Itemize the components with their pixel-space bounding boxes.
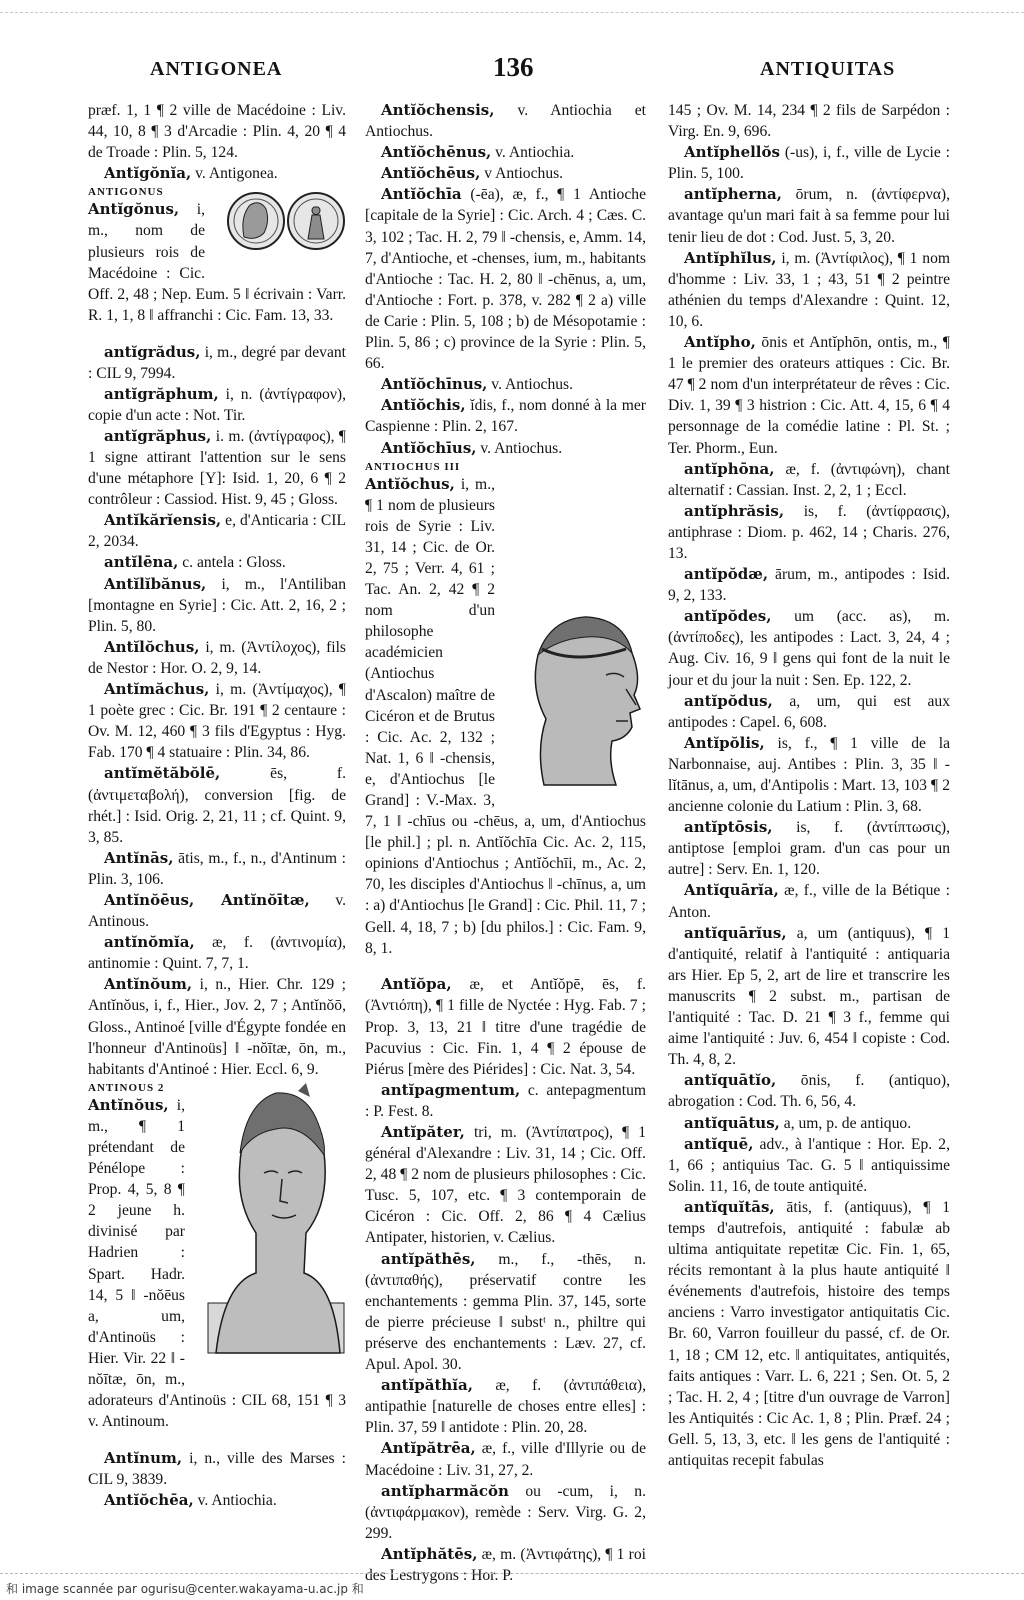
dict-entry: Antĭŏchēus, v Antiochus. bbox=[381, 164, 564, 183]
column-1: præf. 1, 1 ¶ 2 ville de Macédoine : Liv. 44, 10, 8 ¶ 3 d'Arcadie : Plin. 4, 20 ¶ 4 de Troade : Plin. 5, 124. Antĭgŏnĭa, v. Antigonea. ANTIGONUS Antĭgŏnus, i, m., nom de plusieurs rois de Macédoine : Cic. Off. 2, 48 ; Nep. Eum. 5 ‖ écrivain : Varr. R. 1, 1, 8 ‖ affranchi : Cic. Fam. 13, 33. antĭgrădus, i, m., degré par devant : CIL 9, 7994. antĭgrăphum, i, n. (ἀντίγραφον), copie d'un acte : Not. Tir. antĭgrăphus, i. m. (ἀντίγραφος), ¶ 1 signe attirant l'attention sur le sens d'une métaphore [Y]: Isid. 1, 20, 6 ¶ 2 contrôleur : Cassiod. Hist. 9, 45 ; Gloss. Antĭkărĭensis, e, d'Anticaria : CIL 2, 2034. antĭlēna, c. antela : Gloss. Antĭlĭbănus, i, m., l'Antiliban [montagne en Syrie] : Cic. Att. 2, 16, 2 ; Plin. 5, 80. Antĭlŏchus, i, m. (Ἀντίλοχος), fils de Nestor : Hor. O. 2, 9, 14. Antĭmăchus, i, m. (Ἀντίμαχος), ¶ 1 poète grec : Cic. Br. 191 ¶ 2 centaure : Ov. M. 12, 460 ¶ 3 fils d'Egyptus : Hyg. Fab. 170 ¶ 4 statuaire : Plin. 34, 86. antĭmĕtăbŏlē, ēs, f. (ἀντιμεταβολή), conversion [fig. de rhét.] : Isid. Orig. 2, 21, 11 ; cf. Quint. 9, 3, 85. Antĭnās, ātis, m., f., n., d'Antinum : Plin. 3, 106. Antĭnŏēus, Antĭnŏītæ, v. Antinous. antĭnŏmĭa, æ, f. (ἀντινομία), antinomie : Quint. 7, 7, 1. Antĭnŏum, i, n., Hier. Chr. 129 ; Antĭnŏus, i, f., Hier., Jov. 2, 7 ; Antĭnŏō, Gloss., Antinoé [ville d'Égypte fondée en l'honneur d'Antinoüs] ‖ -nŏītæ, ōn, m., habitants d'Antinoé : Hier. Eccl. 6, 9. ANTINOUS 2 Antĭnŏus, i, m., ¶ 1 prétendant de Pénélope : Prop. 4, 5, 8 ¶ 2 jeune h. divinisé par Hadrien : Spart. Hadr. 14, 5 ‖ -nŏēus a, um, d'Antinoüs : Hier. Vir. 22 ‖ -nŏītæ, ōn, m., adorateurs d'Antinoüs : CIL 68, 151 ¶ 3 v. Antinoum. Antĭnum, i, n., ville des Marses : CIL 9, 3839. Antĭŏchēa, v. Antiochia. bbox=[88, 100, 346, 1511]
figure-antinous bbox=[190, 1083, 346, 1374]
dict-entry: Antĭphĭlus, i, m. (Ἀντίφιλος), ¶ 1 nom d'homme : Liv. 33, 1 ; 43, 51 ¶ 2 peintre athénien du temps d'Alexandre : Quint. 12, 10, 6. bbox=[668, 248, 950, 330]
dict-entry: Antĭkărĭensis, e, d'Anticaria : CIL 2, 2034. bbox=[88, 511, 346, 551]
dict-entry: antĭlēna, c. antela : Gloss. bbox=[104, 553, 286, 572]
top-scan-rule bbox=[0, 12, 1024, 13]
dict-entry: antĭmĕtăbŏlē, ēs, f. (ἀντιμεταβολή), conversion [fig. de rhét.] : Isid. Orig. 2, 21, 11 ; cf. Quint. 9, 3, 85. bbox=[88, 764, 346, 846]
column-3 bbox=[668, 100, 950, 1471]
dict-entry: antĭquĭtās, ātis, f. (antiquus), ¶ 1 temps d'autrefois, antiquité : fabulæ ab ultima antiquitate repetitæ Cic. Fin. 1, 65, récits remontant à la plus haute antiquité ‖ événements d'autrefois, histoire des temps anciens : Varro investigator antiquitatis Cic. Br. 60, Varron fouilleur du passé, cf. de Or. 1, 18 ; CM 12, etc. ‖ antiquitates, antiquités, faits antiques : Varr. L. 6, 221 ; Sen. Ot. 5, 2 ; Tac. H. 2, 4 ; [titre d'un ouvrage de Varron] les Antiquités : Cic Ac. 1, 8 ; Plin. Præf. 24 ; Gell. 5, 13, 3, etc. ‖ les gens de l'antiquité : antiquitas recepit fabulas bbox=[668, 1197, 950, 1469]
dict-entry: antĭquārĭus, a, um (antiquus), ¶ 1 d'antiquité, relatif à l'antiquité : antiquaria ars Hier. Ep 5, 2, art de lire et transcrire les manuscrits ¶ 2 subst. m., partisan de l'antiquité : Tac. D. 21 ¶ 3 f., femme qui aime l'antiquité : Juv. 6, 454 ‖ copiste : Cod. Th. 4, 8, 2. bbox=[668, 923, 950, 1069]
head-antiochus-illustration bbox=[516, 609, 646, 789]
dict-entry: antĭquē, adv., à l'antique : Hor. Ep. 2, 1, 66 ; antiquius Tac. G. 5 ‖ antiquissime Solin. 11, 16, de toute antiquité. bbox=[668, 1134, 950, 1195]
dict-entry: Antĭlĭbănus, i, m., l'Antiliban [montagne en Syrie] : Cic. Att. 2, 16, 2 ; Plin. 5, 80. bbox=[88, 574, 346, 635]
dict-entry: antĭpŏdes, um (acc. as), m. (ἀντίποδες), les antipodes : Lact. 3, 24, 4 ; Aug. Civ. 16, 9 ‖ gens qui font de la nuit le jour et du jour la nuit : Sen. Ep. 122, 2. bbox=[668, 607, 950, 689]
dict-entry: 145 ; Ov. M. 14, 234 ¶ 2 fils de Sarpédon : Virg. En. 9, 696. bbox=[668, 102, 950, 141]
dict-entry: antĭpagmentum, c. antepagmentum : P. Fest. 8. bbox=[365, 1080, 646, 1120]
dict-entry: antĭpŏdus, a, um, qui est aux antipodes : Capel. 6, 608. bbox=[668, 691, 950, 731]
dict-entry: antĭgrăphum, i, n. (ἀντίγραφον), copie d'un acte : Not. Tir. bbox=[88, 384, 346, 424]
dict-entry: Antĭnŏēus, Antĭnŏītæ, v. Antinous. bbox=[88, 890, 346, 931]
dict-entry: Antĭŏchēa, v. Antiochia. bbox=[104, 1491, 277, 1510]
dict-entry: Antĭŏchēnus, v. Antiochia. bbox=[381, 143, 575, 162]
dict-entry: Antĭnās, ātis, m., f., n., d'Antinum : Plin. 3, 106. bbox=[88, 848, 346, 888]
page-header bbox=[0, 52, 1024, 88]
dict-entry: Antĭnum, i, n., ville des Marses : CIL 9, 3839. bbox=[88, 1448, 346, 1488]
dict-entry: Antĭnŏum, i, n., Hier. Chr. 129 ; Antĭnŏus, i, f., Hier., Jov. 2, 7 ; Antĭnŏō, Gloss., Antinoé [ville d'Égypte fondée en l'honneur d'Antinoüs] ‖ -nŏītæ, ōn, m., habitants d'Antinoé : Hier. Eccl. 6, 9. bbox=[88, 975, 346, 1078]
dict-entry: antĭphōna, æ, f. (ἀντιφώνη), chant alternatif : Cassian. Inst. 2, 2, 1 ; Eccl. bbox=[668, 459, 950, 499]
bust-antinous-illustration bbox=[206, 1083, 346, 1368]
dict-entry: Antĭŏchis, ĭdis, f., nom donné à la mer Caspienne : Plin. 2, 167. bbox=[365, 396, 646, 436]
dict-entry: Antĭlŏchus, i, m. (Ἀντίλοχος), fils de Nestor : Hor. O. 2, 9, 14. bbox=[88, 637, 346, 677]
footer-rule bbox=[0, 1573, 1024, 1574]
coin-antigonus-illustration bbox=[226, 187, 346, 257]
dict-entry: Antĭgŏnĭa, v. Antigonea. bbox=[104, 164, 278, 183]
dict-entry: Antĭpho, ōnis et Antĭphōn, ontis, m., ¶ 1 le premier des orateurs attiques : Cic. Br. 47 ¶ 2 nom d'un interprétateur de rêves : Cic. Div. 1, 39 ¶ 3 histrion : Cic. Att. 4, 15, 6 ¶ 4 personnage de la comédie latine : Pl. St. ; Ter. Phorm., Eun. bbox=[668, 333, 950, 457]
dict-entry: antĭpŏdæ, ārum, m., antipodes : Isid. 9, 2, 133. bbox=[668, 565, 950, 605]
dict-entry: Antĭŏchīa (-ēa), æ, f., ¶ 1 Antioche [capitale de la Syrie] : Cic. Arch. 4 ; Cæs. C. 3, 102 ; Tac. H. 2, 79 ‖ -chensis, e, Amm. 14, 7, d'Antioche, et -chenses, ium, m., habitants d'Antioche : Tac. H. 2, 80 ‖ -chēnus, a, um, d'Antioche : Fort. p. 378, v. 282 ¶ 2 a) ville de Carie : Plin. 5, 108 ; b) de Mésopotamie : Plin. 5, 86 ; c) province de la Syrie : Plin. 5, 66. bbox=[365, 185, 646, 373]
figure-caption: ANTIGONUS bbox=[88, 186, 164, 199]
dict-entry: antĭpharmăcŏn ou -cum, i, n. (ἀντιφάρμακον), remède : Serv. Virg. G. 2, 299. bbox=[365, 1481, 646, 1542]
dict-entry: Antĭŏchensis, v. Antiochia et Antiochus. bbox=[365, 101, 646, 141]
dict-entry: antĭnŏmĭa, æ, f. (ἀντινομία), antinomie : Quint. 7, 7, 1. bbox=[88, 933, 346, 973]
figure-antiochus bbox=[500, 609, 646, 795]
dict-entry: antĭptōsis, is, f. (ἀντίπτωσις), antiptose [emploi gram. d'un cas pour un autre] : Serv. En. 1, 120. bbox=[668, 818, 950, 879]
dict-entry: Antĭŏpa, æ, et Antĭŏpē, ēs, f. (Ἀντιόπη), ¶ 1 fille de Nyctée : Hyg. Fab. 7 ; Prop. 3, 13, 21 ‖ titre d'une tragédie de Pacuvius : Cic. Fin. 1, 4 ¶ 2 épouse de Piérus [mère des Piérides] : Cic. Nat. 3, 54. bbox=[365, 975, 646, 1078]
dict-entry: Antĭphellŏs (-us), i, f., ville de Lycie : Plin. 5, 100. bbox=[668, 143, 950, 183]
dict-entry: antĭpherna, ōrum, n. (ἀντίφερνα), avantage qu'un mari fait à sa femme pour lui tenir lieu de dot : Cod. Just. 5, 3, 20. bbox=[668, 185, 950, 246]
dict-entry: antĭpăthĭa, æ, f. (ἀντιπάθεια), antipathie [naturelle de choses entre elles] : Plin. 37, 59 ‖ antidote : Plin. 20, 28. bbox=[365, 1376, 646, 1437]
dict-entry: antĭphrăsis, is, f. (ἀντίφρασις), antiphrase : Diom. p. 462, 14 ; Charis. 276, 13. bbox=[668, 501, 950, 562]
dict-entry: antĭpăthēs, m., f., -thēs, n. (ἀντιπαθής), préservatif contre les enchantements : gemma Plin. 37, 145, sorte de pierre précieuse ‖ substᵗ n., philtre qui préserve des enchantements : Læv. 27, cf. Apul. Apol. 30. bbox=[365, 1249, 646, 1374]
dict-entry: Antĭpŏlis, is, f., ¶ 1 ville de la Narbonnaise, auj. Antibes : Plin. 3, 35 ‖ -lĭtānus, a, um, d'Antipolis : Mart. 13, 103 ¶ 2 ancienne colonie du Latium : Plin. 3, 68. bbox=[668, 733, 950, 816]
dict-entry: Antĭŏchīus, v. Antiochus. bbox=[381, 438, 563, 457]
running-head-left: ANTIGONEA bbox=[150, 58, 283, 80]
figure-caption: ANTINOUS 2 bbox=[88, 1081, 165, 1094]
figure-caption: ANTIOCHUS III bbox=[365, 460, 461, 473]
dict-entry: Antĭŏchīnus, v. Antiochus. bbox=[381, 375, 574, 394]
dict-entry: antĭgrăphus, i. m. (ἀντίγραφος), ¶ 1 signe attirant l'attention sur le sens d'une métaphore [Y]: Isid. 1, 20, 6 ¶ 2 contrôleur : Cassiod. Hist. 9, 45 ; Gloss. bbox=[88, 426, 346, 509]
dict-entry: antĭquātĭo, ōnis, f. (antiquo), abrogation : Cod. Th. 6, 56, 4. bbox=[668, 1071, 950, 1111]
dict-entry: Antĭpăter, tri, m. (Ἀντίπατρος), ¶ 1 général d'Alexandre : Liv. 31, 14 ; Cic. Off. 2, 48 ¶ 2 nom de plusieurs philosophes : Cic. Tusc. 5, 107, etc. ¶ 3 contemporain de Cicéron : Cic. Off. 2, 86 ¶ 4 Cælius Antipater, historien, v. Cælius. bbox=[365, 1123, 646, 1247]
scan-credit: 和 image scannée par ogurisu@center.wakayama-u.ac.jp 和 bbox=[6, 1582, 364, 1596]
running-head-right: ANTIQUITAS bbox=[760, 58, 896, 80]
dict-entry: Antĭphătēs, æ, m. (Ἀντιφάτης), ¶ 1 roi des Lestrygons : Hor. P. bbox=[365, 1544, 646, 1584]
dict-entry: antĭquātus, a, um, p. de antiquo. bbox=[684, 1113, 912, 1132]
column-2: Antĭŏchensis, v. Antiochia et Antiochus. Antĭŏchēnus, v. Antiochia. Antĭŏchēus, v Antiochus. Antĭŏchīa (-ēa), æ, f., ¶ 1 Antioche [capitale de la Syrie] : Cic. Arch. 4 ; Cæs. C. 3, 102 ; Tac. H. 2, 79 ‖ -chensis, e, Amm. 14, 7, d'Antioche, et -chenses, ium, m., habitants d'Antioche : Tac. H. 2, 80 ‖ -chēnus, a, um, d'Antioche : Fort. p. 378, v. 282 ¶ 2 a) ville de Carie : Plin. 5, 108 ; b) de Mésopotamie : Plin. 5, 86 ; c) province de la Syrie : Plin. 5, 66. Antĭŏchīnus, v. Antiochus. Antĭŏchis, ĭdis, f., nom donné à la mer Caspienne : Plin. 2, 167. Antĭŏchīus, v. Antiochus. ANTIOCHUS III Antĭŏchus, i, m., ¶ 1 nom de plusieurs rois de Syrie : Liv. 31, 14 ; Cic. de Or. 2, 75 ; Verr. 4, 61 ; Tac. An. 2, 42 ¶ 2 nom d'un philosophe académicien (Antiochus d'Ascalon) maître de Cicéron et de Brutus : Cic. Ac. 2, 132 ; Nat. 1, 6 ‖ -chensis, e, d'Antiochus [le Grand] : V.-Max. 3, 7, 1 ‖ -chīus ou -chēus, a, um, d'Antiochus [le phil.] ; pl. n. Antĭŏchīa Cic. Ac. 2, 115, opinions d'Antiochus ; Antĭŏchīi, m., Ac. 2, 70, les disciples d'Antiochus ‖ -chīnus, a, um : a) d'Antiochus [le Grand] : Cic. Phil. 11, 7 ; Gell. 4, 18, 7 ; b) [du philos.] : Cic. Fam. 9, 8, 1. Antĭŏpa, æ, et Antĭŏpē, ēs, f. (Ἀντιόπη), ¶ 1 fille de Nyctée : Hyg. Fab. 7 ; Prop. 3, 13, 21 ‖ titre d'une tragédie de Pacuvius : Cic. Fin. 1, 4 ¶ 2 épouse de Piérus [mère des Piérides] : Cic. Nat. 3, 54. antĭpagmentum, c. antepagmentum : P. Fest. 8. Antĭpăter, tri, m. (Ἀντίπατρος), ¶ 1 général d'Alexandre : Liv. 31, 14 ; Cic. Off. 2, 48 ¶ 2 nom de plusieurs philosophes : Cic. Tusc. 5, 107, etc. ¶ 3 contemporain de Cicéron : Cic. Off. 2, 86 ¶ 4 Cælius Antipater, historien, v. Cælius. antĭpăthēs, m., f., -thēs, n. (ἀντιπαθής), préservatif contre les enchantements : gemma Plin. 37, 145, sorte de pierre précieuse ‖ substᵗ n., philtre qui préserve des enchantements : Læv. 27, cf. Apul. Apol. 30. antĭpăthĭa, æ, f. (ἀντιπάθεια), antipathie [naturelle de choses entre elles] : Plin. 37, 59 ‖ antidote : Plin. 20, 28. Antĭpătrēa, æ, f., ville d'Illyrie ou de Macédoine : Liv. 31, 27, 2. antĭpharmăcŏn ou -cum, i, n. (ἀντιφάρμακον), remède : Serv. Virg. G. 2, 299. Antĭphătēs, æ, m. (Ἀντιφάτης), ¶ 1 roi des Lestrygons : Hor. P. bbox=[365, 100, 646, 1586]
dict-entry: Antĭquārĭa, æ, f., ville de la Bétique : Anton. bbox=[668, 881, 950, 921]
dict-entry: præf. 1, 1 ¶ 2 ville de Macédoine : Liv. 44, 10, 8 ¶ 3 d'Arcadie : Plin. 4, 20 ¶ 4 de Troade : Plin. 5, 124. bbox=[88, 102, 346, 162]
dict-entry: Antĭpătrēa, æ, f., ville d'Illyrie ou de Macédoine : Liv. 31, 27, 2. bbox=[365, 1439, 646, 1479]
dict-entry: Antĭmăchus, i, m. (Ἀντίμαχος), ¶ 1 poète grec : Cic. Br. 191 ¶ 2 centaure : Ov. M. 12, 460 ¶ 3 fils d'Egyptus : Hyg. Fab. 170 ¶ 4 statuaire : Plin. 34, 86. bbox=[88, 680, 346, 762]
figure-antigonus bbox=[210, 187, 346, 263]
dict-entry: antĭgrădus, i, m., degré par devant : CIL 9, 7994. bbox=[88, 342, 346, 382]
page-number: 136 bbox=[493, 52, 534, 82]
